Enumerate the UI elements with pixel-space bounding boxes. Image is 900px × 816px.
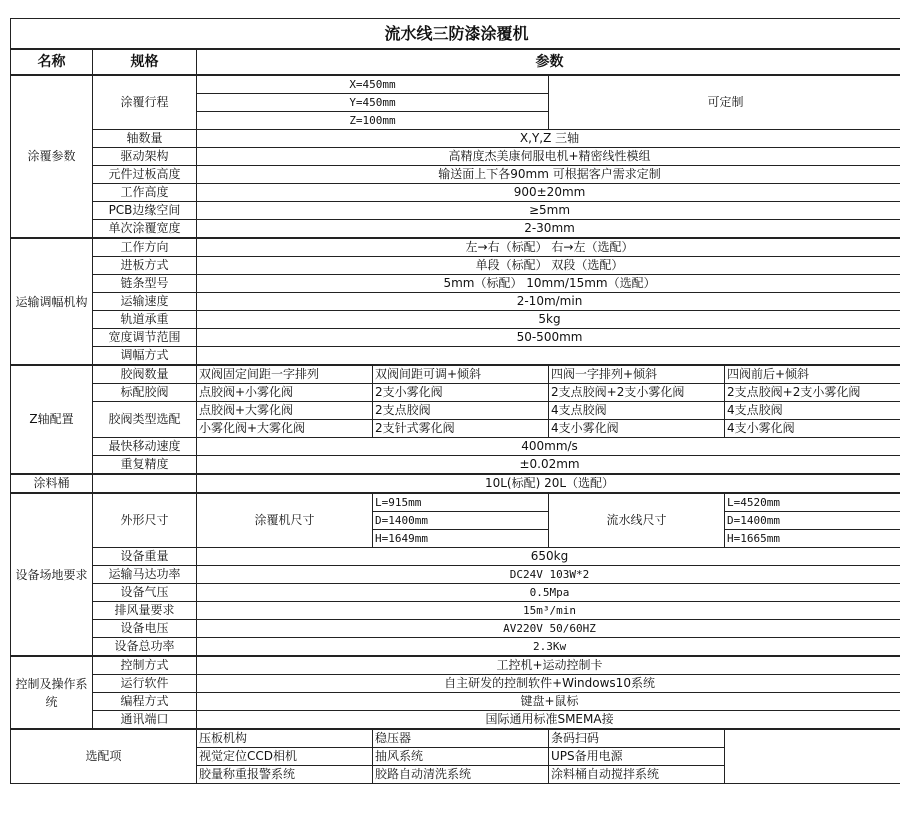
option-cell: 稳压器 xyxy=(373,729,549,748)
row-value: 左→右（标配） 右→左（选配） xyxy=(197,238,900,257)
travel-z: Z=100mm xyxy=(197,112,549,130)
row-value: 650kg xyxy=(197,548,900,566)
header-name: 名称 xyxy=(11,49,93,75)
header-spec: 规格 xyxy=(93,49,197,75)
option-cell: 胶路自动清洗系统 xyxy=(373,766,549,784)
travel-x: X=450mm xyxy=(197,75,549,94)
row-label: 驱动架构 xyxy=(93,148,197,166)
travel-note: 可定制 xyxy=(549,75,900,130)
empty-cell xyxy=(725,766,900,784)
option-cell: 4支小雾化阀 xyxy=(549,420,725,438)
row-label: 调幅方式 xyxy=(93,347,197,366)
row-label: 设备气压 xyxy=(93,584,197,602)
row-label: 轨道承重 xyxy=(93,311,197,329)
row-label: 通讯端口 xyxy=(93,711,197,730)
row-value: ≥5mm xyxy=(197,202,900,220)
row-label: 工作方向 xyxy=(93,238,197,257)
spec-table xyxy=(10,18,900,784)
row-value: 5kg xyxy=(197,311,900,329)
row-value: 50-500mm xyxy=(197,329,900,347)
option-cell: 2支小雾化阀 xyxy=(373,384,549,402)
row-label: 涂覆行程 xyxy=(93,75,197,130)
line-l: L=4520mm xyxy=(725,493,900,512)
option-cell: UPS备用电源 xyxy=(549,748,725,766)
row-value: 键盘+鼠标 xyxy=(197,693,900,711)
option-cell: 条码扫码 xyxy=(549,729,725,748)
table-title: 流水线三防漆涂覆机 xyxy=(11,19,900,50)
option-cell: 双阀固定间距一字排列 xyxy=(197,365,373,384)
option-cell: 四阀一字排列+倾斜 xyxy=(549,365,725,384)
row-label: 单次涂覆宽度 xyxy=(93,220,197,239)
option-cell: 压板机构 xyxy=(197,729,373,748)
row-label: 胶阀类型选配 xyxy=(93,402,197,438)
row-label: 标配胶阀 xyxy=(93,384,197,402)
row-value: 10L(标配) 20L（选配） xyxy=(197,474,900,493)
row-value: ±0.02mm xyxy=(197,456,900,475)
row-label: PCB边缘空间 xyxy=(93,202,197,220)
empty-cell xyxy=(725,729,900,748)
row-label: 控制方式 xyxy=(93,656,197,675)
option-cell: 2支针式雾化阀 xyxy=(373,420,549,438)
line-d: D=1400mm xyxy=(725,512,900,530)
empty-cell xyxy=(93,474,197,493)
section-zaxis: Z轴配置 xyxy=(11,365,93,474)
row-label: 轴数量 xyxy=(93,130,197,148)
option-cell: 4支点胶阀 xyxy=(725,402,900,420)
row-label: 链条型号 xyxy=(93,275,197,293)
row-label: 运输速度 xyxy=(93,293,197,311)
line-size-label: 流水线尺寸 xyxy=(549,493,725,548)
row-label: 工作高度 xyxy=(93,184,197,202)
travel-y: Y=450mm xyxy=(197,94,549,112)
option-cell: 四阀前后+倾斜 xyxy=(725,365,900,384)
row-value: 2-10m/min xyxy=(197,293,900,311)
option-cell: 4支小雾化阀 xyxy=(725,420,900,438)
row-label: 胶阀数量 xyxy=(93,365,197,384)
row-label: 排风量要求 xyxy=(93,602,197,620)
row-value: 400mm/s xyxy=(197,438,900,456)
row-label: 设备电压 xyxy=(93,620,197,638)
row-label: 设备重量 xyxy=(93,548,197,566)
section-coating: 涂覆参数 xyxy=(11,75,93,238)
row-value xyxy=(197,347,900,366)
option-cell: 2支点胶阀+2支小雾化阀 xyxy=(725,384,900,402)
row-value: 900±20mm xyxy=(197,184,900,202)
row-value: 单段（标配） 双段（选配） xyxy=(197,257,900,275)
row-label: 编程方式 xyxy=(93,693,197,711)
section-control: 控制及操作系统 xyxy=(11,656,93,729)
row-value: 2-30mm xyxy=(197,220,900,239)
row-label: 最快移动速度 xyxy=(93,438,197,456)
row-value: DC24V 103W*2 xyxy=(197,566,900,584)
row-value: 15m³/min xyxy=(197,602,900,620)
option-cell: 点胶阀+大雾化阀 xyxy=(197,402,373,420)
option-cell: 2支点胶阀+2支小雾化阀 xyxy=(549,384,725,402)
option-cell: 小雾化阀+大雾化阀 xyxy=(197,420,373,438)
row-value: 工控机+运动控制卡 xyxy=(197,656,900,675)
section-bucket: 涂料桶 xyxy=(11,474,93,493)
row-value: 2.3Kw xyxy=(197,638,900,657)
row-value: 0.5Mpa xyxy=(197,584,900,602)
row-label: 运输马达功率 xyxy=(93,566,197,584)
header-params: 参数 xyxy=(197,49,900,75)
row-label: 运行软件 xyxy=(93,675,197,693)
row-label: 外形尺寸 xyxy=(93,493,197,548)
row-value: 国际通用标准SMEMA接 xyxy=(197,711,900,730)
coater-d: D=1400mm xyxy=(373,512,549,530)
option-cell: 抽风系统 xyxy=(373,748,549,766)
row-value: AV220V 50/60HZ xyxy=(197,620,900,638)
option-cell: 点胶阀+小雾化阀 xyxy=(197,384,373,402)
row-label: 重复精度 xyxy=(93,456,197,475)
option-cell: 4支点胶阀 xyxy=(549,402,725,420)
row-label: 宽度调节范围 xyxy=(93,329,197,347)
option-cell: 涂料桶自动搅拌系统 xyxy=(549,766,725,784)
option-cell: 视觉定位CCD相机 xyxy=(197,748,373,766)
section-transport: 运输调幅机构 xyxy=(11,238,93,365)
coater-l: L=915mm xyxy=(373,493,549,512)
row-label: 进板方式 xyxy=(93,257,197,275)
option-cell: 胶量称重报警系统 xyxy=(197,766,373,784)
section-site: 设备场地要求 xyxy=(11,493,93,656)
option-cell: 2支点胶阀 xyxy=(373,402,549,420)
coater-size-label: 涂覆机尺寸 xyxy=(197,493,373,548)
row-label: 元件过板高度 xyxy=(93,166,197,184)
row-value: 输送面上下各90mm 可根据客户需求定制 xyxy=(197,166,900,184)
option-cell: 双阀间距可调+倾斜 xyxy=(373,365,549,384)
row-value: 自主研发的控制软件+Windows10系统 xyxy=(197,675,900,693)
row-value: X,Y,Z 三轴 xyxy=(197,130,900,148)
row-value: 高精度杰美康伺服电机+精密线性模组 xyxy=(197,148,900,166)
empty-cell xyxy=(725,748,900,766)
coater-h: H=1649mm xyxy=(373,530,549,548)
section-options: 选配项 xyxy=(11,729,197,784)
row-label: 设备总功率 xyxy=(93,638,197,657)
row-value: 5mm（标配） 10mm/15mm（选配） xyxy=(197,275,900,293)
line-h: H=1665mm xyxy=(725,530,900,548)
